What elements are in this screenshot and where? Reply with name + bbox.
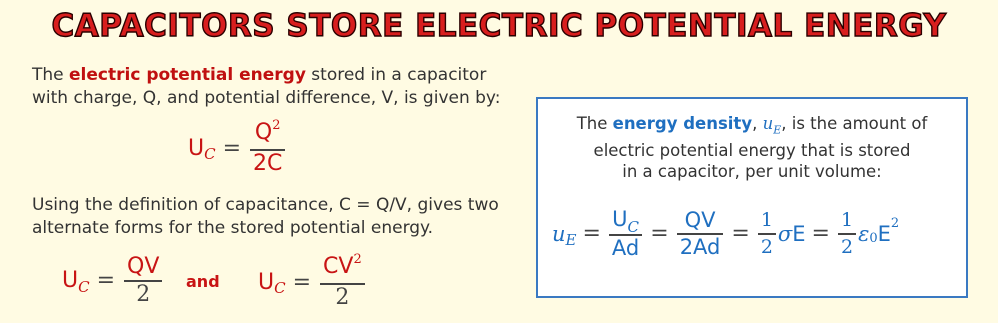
eqd-equals-1: = (582, 221, 601, 247)
energy-equation-qv-2 (62, 254, 164, 308)
eqd-f2-denominator: 2Ad (679, 234, 721, 259)
density-text-after: , is the amount of (781, 114, 928, 133)
intro-highlight: electric potential energy (69, 65, 306, 85)
alt-forms-paragraph: Using the definition of capacitance, C = Q/V, gives two alternate forms for the stored potential energy. (32, 195, 499, 238)
eqd-fraction-2 (677, 208, 724, 260)
eqd-fraction-1 (609, 207, 642, 261)
eq1-num-var: Q (254, 120, 273, 145)
eqd-f3-numerator: 1 (760, 209, 773, 231)
eqd-lhs: u (552, 221, 566, 246)
eqd-epsilon-sub: 0 (869, 231, 878, 247)
eq1-lhs: U (188, 135, 205, 161)
density-line-2: electric potential energy that is stored (593, 141, 911, 161)
density-comma-space: , (752, 114, 763, 133)
eq3-num-sup: 2 (353, 252, 362, 267)
eq1-lhs-sub: C (204, 145, 216, 164)
eq2-denominator: 2 (136, 281, 151, 307)
density-symbol-sub: E (773, 123, 782, 137)
eq1-equals: = (222, 135, 242, 161)
eqd-fraction-4 (838, 208, 856, 260)
energy-equation-cv2-2 (258, 254, 367, 311)
eqd-f4-denominator: 2 (840, 235, 854, 258)
and-label: and (186, 272, 220, 291)
density-symbol-u: u (762, 114, 774, 133)
eqd-equals-2: = (650, 221, 669, 247)
eq2-fraction (124, 254, 162, 308)
energy-equation-q2-2c (188, 120, 287, 177)
eq3-lhs-sub: C (274, 279, 286, 298)
eq3-num-var: CV (323, 254, 354, 279)
eqd-lhs-sub: E (565, 230, 577, 249)
eq2-numerator: QV (127, 254, 160, 279)
density-text-before: The (576, 114, 613, 133)
eq3-equals: = (292, 269, 312, 295)
eq1-denominator: 2C (253, 150, 283, 176)
eq3-fraction (320, 254, 365, 311)
eq1-fraction (250, 120, 285, 177)
eqd-f3-denominator: 2 (760, 235, 773, 258)
eq3-lhs: U (258, 269, 275, 295)
energy-density-box (536, 97, 968, 298)
eqd-f2-numerator: QV (684, 208, 716, 232)
eq2-lhs-sub: C (78, 277, 90, 296)
eqd-f4-numerator: 1 (840, 209, 854, 231)
eq1-numerator (252, 120, 284, 149)
density-symbol (762, 114, 782, 137)
eqd-f4-tail-sup: 2 (890, 216, 900, 232)
eqd-equals-3: = (731, 221, 750, 247)
page-title: CAPACITORS STORE ELECTRIC POTENTIAL ENERGY (51, 8, 947, 44)
intro-text-before: The (32, 65, 70, 85)
density-line-3: in a capacitor, per unit volume: (622, 162, 882, 182)
eqd-f1-num-sub: C (627, 218, 640, 236)
eqd-f3-tail: E (792, 221, 806, 246)
eqd-f1-denominator: Ad (611, 235, 640, 260)
eqd-sigma: σ (777, 221, 793, 246)
intro-paragraph (32, 64, 502, 110)
eq2-equals: = (96, 268, 116, 294)
eq3-denominator: 2 (335, 284, 350, 310)
eq1-num-sup: 2 (272, 118, 281, 133)
energy-density-description (538, 113, 966, 182)
energy-density-equation (552, 207, 899, 261)
eqd-fraction-3 (758, 208, 776, 260)
eqd-f1-num-var: U (612, 207, 628, 231)
density-highlight: energy density (612, 114, 753, 133)
intro-text-after: stored in a capacitor with charge, Q, and potential difference, V, is given by: (32, 65, 501, 108)
eqd-epsilon: ε (858, 221, 870, 246)
eqd-f1-numerator (609, 207, 642, 234)
eqd-f4-tail: E (877, 221, 891, 246)
eq2-lhs: U (62, 268, 79, 294)
density-line-1 (538, 113, 966, 140)
eq3-numerator (320, 254, 365, 283)
eqd-equals-4: = (811, 221, 830, 247)
